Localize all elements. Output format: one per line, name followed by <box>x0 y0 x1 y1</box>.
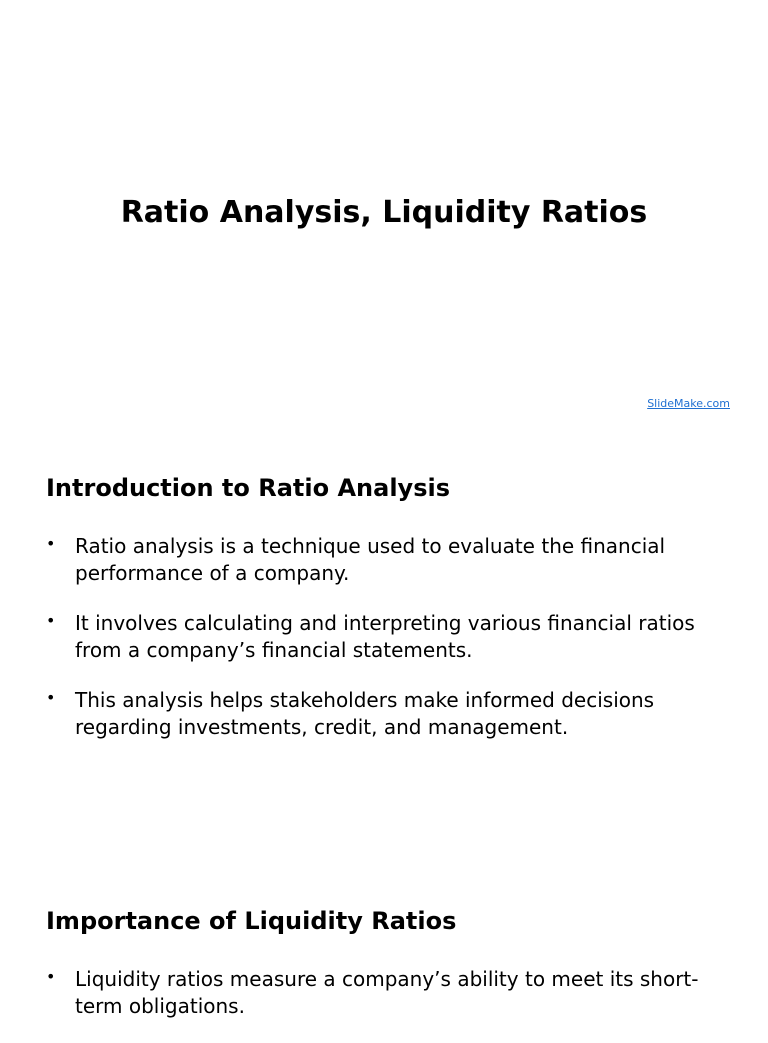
presentation-title: Ratio Analysis, Liquidity Ratios <box>120 195 648 230</box>
bullet-item <box>46 687 726 741</box>
bullet-text: This analysis helps stakeholders make informed decisions regarding investments, credit, and management. <box>75 688 655 739</box>
bullet-point-icon: • <box>46 967 56 986</box>
slide-heading: Importance of Liquidity Ratios <box>46 907 457 935</box>
bullet-item <box>46 610 726 664</box>
bullet-text: It involves calculating and interpreting various financial ratios from a company’s financial statements. <box>75 611 695 662</box>
bullet-point-icon: • <box>46 611 56 630</box>
bullet-item <box>46 533 726 587</box>
bullet-list <box>46 533 726 764</box>
bullet-point-icon: • <box>46 688 56 707</box>
bullet-list <box>46 966 726 1043</box>
slidemake-link[interactable]: SlideMake.com <box>647 397 730 410</box>
bullet-point-icon: • <box>46 534 56 553</box>
slide-heading: Introduction to Ratio Analysis <box>46 474 450 502</box>
bullet-item <box>46 966 726 1020</box>
title-slide <box>0 0 768 432</box>
bullet-text: Liquidity ratios measure a company’s ability to meet its short-term obligations. <box>75 967 699 1018</box>
bullet-text: Ratio analysis is a technique used to evaluate the financial performance of a company. <box>75 534 666 585</box>
